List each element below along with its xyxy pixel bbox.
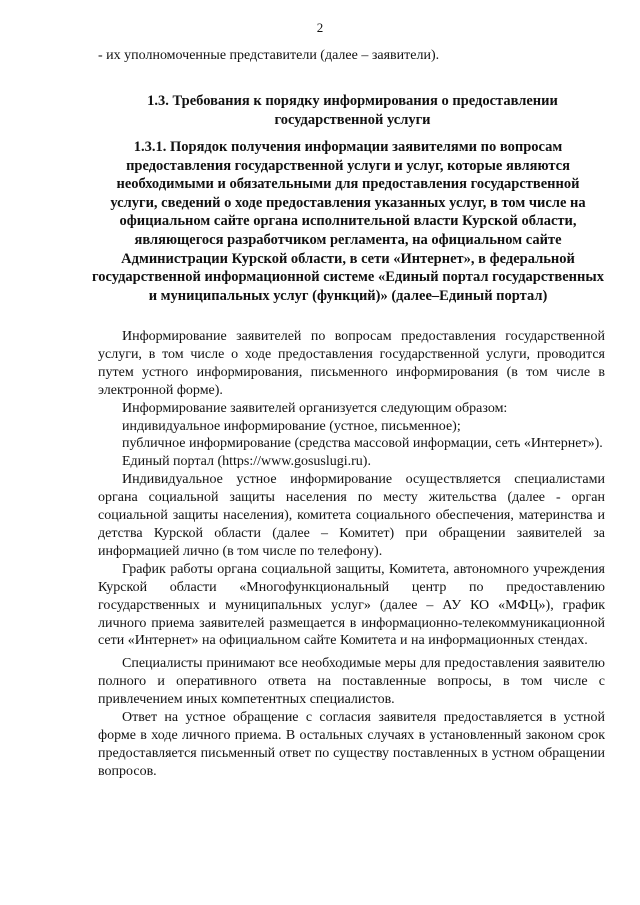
- page-number: 2: [316, 20, 324, 35]
- paragraph: Ответ на устное обращение с согласия заявителя предоставляется в устной форме в ходе личного приема. В остальных случаях в установленный законом срок предоставляется письменный ответ по существу поставленных в устном обращении вопросов.: [98, 710, 605, 779]
- paragraph: Индивидуальное устное информирование осуществляется специалистами органа социальной защиты населения по месту жительства (далее - орган социальной защиты населения), комитета социального обеспечения, материнства и детства Курской области (далее – Комитет) при обращении заявителей за информацией лично (в том числе по телефону).: [98, 472, 605, 559]
- paragraph: индивидуальное информирование (устное, письменное);: [122, 418, 461, 434]
- intro-line: - их уполномоченные представители (далее – заявители).: [98, 48, 440, 63]
- paragraph: График работы органа социальной защиты, Комитета, автономного учреждения Курской области «Многофункциональный центр по предоставлению государственных и муниципальных услуг» (далее – АУ КО «МФЦ»), график личного приема заявителей размещается в информационно-телекоммуникационной сети «Интернет» на официальном сайте Комитета и на информационных стендах.: [98, 561, 605, 649]
- paragraph: публичное информирование (средства массовой информации, сеть «Интернет»).: [122, 436, 603, 452]
- body-text: [98, 328, 605, 781]
- subsection-heading: 1.3.1. Порядок получения информации заявителями по вопросам предоставления государственной услуги и услуг, которые являются необходимыми и обязательными для предоставления государственной услуги, сведений о ходе предоставления указанных услуг, в том числе на официальном сайте органа исполнительной власти Курской области, являющегося разработчиком регламента, на официальном сайте Администрации Курской области, в сети «Интернет», в федеральной государственной информационной системе «Единый портал государственных и муниципальных услуг (функций)» (далее–Единый портал): [92, 139, 604, 304]
- paragraph: Информирование заявителей по вопросам предоставления государственной услуги, в том числе о ходе предоставления государственной услуги, проводится путем устного информирования, письменного информирования (в том числе в электронной форме).: [98, 329, 605, 398]
- paragraph: Информирование заявителей организуется следующим образом:: [122, 400, 508, 416]
- paragraph: Единый портал (https://www.gosuslugi.ru).: [122, 454, 371, 470]
- section-heading: 1.3. Требования к порядку информирования о предоставлении государственной услуги: [147, 93, 558, 128]
- paragraph: Специалисты принимают все необходимые меры для предоставления заявителю полного и оперативного ответа на поставленные вопросы, в том числе с привлечением иных компетентных специалистов.: [98, 656, 605, 708]
